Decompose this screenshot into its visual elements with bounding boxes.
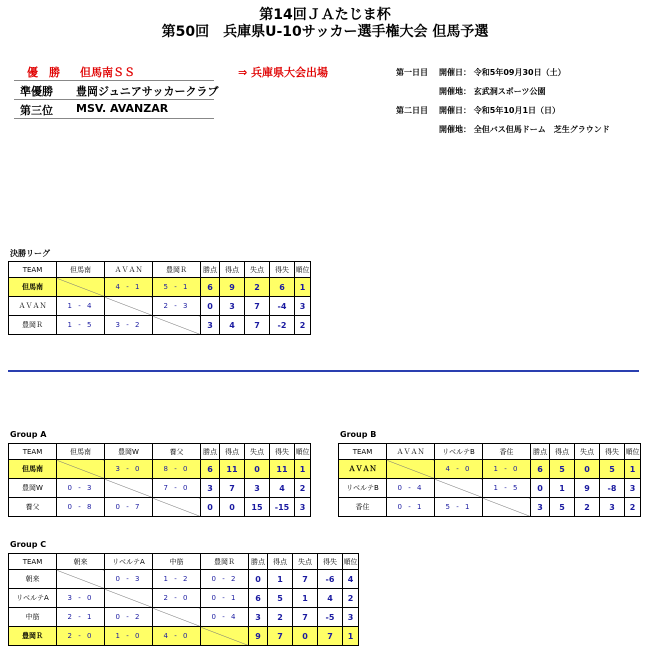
stat-goals-for: 7 [220,479,245,498]
table-row [9,278,311,297]
self-match-cell [57,570,105,589]
stat-goals-for: 5 [550,460,575,479]
stat-points: 9 [249,627,268,646]
col-header: 順位 [295,262,311,278]
match-score: 0 - 2 [201,570,249,589]
day2-label: 第二日目 [396,106,428,115]
self-match-cell [435,479,483,498]
col-header: 勝点 [201,444,220,460]
stat-rank: 2 [625,498,641,517]
match-score: 3 - 0 [105,460,153,479]
col-header: 養父 [153,444,201,460]
col-header: 失点 [245,444,270,460]
stat-points: 6 [249,589,268,608]
group-c-title: Group C [10,540,47,549]
stat-goals-for: 1 [550,479,575,498]
col-header: 得失 [270,262,295,278]
stat-goals-for: 7 [268,627,293,646]
match-score: 7 - 0 [153,479,201,498]
col-header: リベルテA [105,554,153,570]
self-match-cell [201,627,249,646]
self-match-cell [57,278,105,297]
stat-goals-against: 0 [245,460,270,479]
col-header: 勝点 [249,554,268,570]
col-header: 豊岡W [105,444,153,460]
stat-points: 3 [201,316,220,335]
team-name: ＡＶＡＮ [9,297,57,316]
stat-goal-diff: 6 [270,278,295,297]
col-header: 失点 [575,444,600,460]
team-name: リベルテA [9,589,57,608]
table-row [9,316,311,335]
stat-goals-against: 3 [245,479,270,498]
match-score: 2 - 3 [153,297,201,316]
match-score: 0 - 3 [105,570,153,589]
table-row [9,570,359,589]
match-score: 2 - 0 [153,589,201,608]
team-name: 豊岡Ｒ [9,316,57,335]
self-match-cell [387,460,435,479]
col-header: リベルテB [435,444,483,460]
match-score: 5 - 1 [435,498,483,517]
match-score: 0 - 2 [105,608,153,627]
winner-team: 但馬南ＳＳ [80,66,135,79]
stat-goal-diff: 4 [270,479,295,498]
group-b-title: Group B [340,430,377,439]
stat-rank: 3 [625,479,641,498]
self-match-cell [153,316,201,335]
self-match-cell [483,498,531,517]
stat-goal-diff: 7 [318,627,343,646]
table-row [9,297,311,316]
stat-rank: 2 [343,589,359,608]
stat-goals-against: 0 [575,460,600,479]
match-score: 1 - 5 [483,479,531,498]
day1-label: 第一日目 [396,68,428,77]
day1-venue: 開催地： 玄武洞スポーツ公園 [439,87,546,96]
team-name: 但馬南 [9,278,57,297]
stat-goal-diff: 3 [600,498,625,517]
col-header: 中筋 [153,554,201,570]
final-league-title: 決勝リーグ [10,249,50,258]
col-header: TEAM [9,554,57,570]
stat-points: 6 [201,460,220,479]
stat-goals-for: 0 [220,498,245,517]
stat-goal-diff: -15 [270,498,295,517]
stat-goal-diff: -6 [318,570,343,589]
match-score: 3 - 0 [57,589,105,608]
stat-points: 6 [531,460,550,479]
stat-rank: 1 [343,627,359,646]
team-name: 但馬南 [9,460,57,479]
table-row [339,460,641,479]
col-header: TEAM [9,262,57,278]
table-row [9,627,359,646]
result-divider [14,80,214,81]
match-score: 3 - 2 [105,316,153,335]
table-row [9,589,359,608]
stat-goals-for: 2 [268,608,293,627]
col-header: 得点 [550,444,575,460]
stat-goals-against: 0 [293,627,318,646]
col-header: 豊岡Ｒ [201,554,249,570]
col-header: 順位 [295,444,311,460]
col-header: ＡＶＡＮ [105,262,153,278]
match-score: 0 - 7 [105,498,153,517]
match-score: 5 - 1 [153,278,201,297]
team-name: 朝来 [9,570,57,589]
team-name: 香住 [339,498,387,517]
stat-goals-for: 9 [220,278,245,297]
col-header: 得点 [220,444,245,460]
stat-goal-diff: 11 [270,460,295,479]
stat-goal-diff: -2 [270,316,295,335]
group-a-title: Group A [10,430,47,439]
stat-goal-diff: -4 [270,297,295,316]
col-header: 順位 [343,554,359,570]
stat-rank: 3 [343,608,359,627]
stat-rank: 2 [295,479,311,498]
match-score: 0 - 4 [387,479,435,498]
stat-goals-against: 2 [245,278,270,297]
match-score: 0 - 1 [201,589,249,608]
stat-rank: 1 [625,460,641,479]
stat-goals-against: 7 [293,570,318,589]
result-divider [14,118,214,119]
col-header: 失点 [245,262,270,278]
team-name: 養父 [9,498,57,517]
stat-goals-against: 9 [575,479,600,498]
stat-points: 6 [201,278,220,297]
stat-points: 0 [201,297,220,316]
day2-venue: 開催地： 全但バス但馬ドーム 芝生グラウンド [439,125,610,134]
self-match-cell [57,460,105,479]
table-row [9,460,311,479]
col-header: ＡＶＡＮ [387,444,435,460]
stat-rank: 1 [295,460,311,479]
match-score: 2 - 1 [57,608,105,627]
team-name: 中筋 [9,608,57,627]
stat-goal-diff: 4 [318,589,343,608]
match-score: 0 - 3 [57,479,105,498]
match-score: 1 - 5 [57,316,105,335]
self-match-cell [105,589,153,608]
stat-points: 0 [249,570,268,589]
match-score: 4 - 0 [435,460,483,479]
team-name: ＡＶＡＮ [339,460,387,479]
col-header: 但馬南 [57,444,105,460]
third-label: 第三位 [20,104,53,117]
advance-note: ⇒ 兵庫県大会出場 [238,66,329,79]
col-header: 勝点 [531,444,550,460]
stat-goals-against: 15 [245,498,270,517]
page-subtitle: 第50回 兵庫県U-10サッカー選手権大会 但馬予選 [161,24,489,40]
col-header: 得失 [318,554,343,570]
winner-label: 優 勝 [27,66,60,79]
match-score: 4 - 0 [153,627,201,646]
match-score: 1 - 2 [153,570,201,589]
stat-rank: 4 [343,570,359,589]
col-header: 失点 [293,554,318,570]
page-title: 第14回ＪＡたじま杯 [259,7,391,23]
stat-goals-for: 3 [220,297,245,316]
stat-goals-against: 1 [293,589,318,608]
team-name: 豊岡W [9,479,57,498]
stat-rank: 3 [295,498,311,517]
stat-goal-diff: -5 [318,608,343,627]
self-match-cell [153,498,201,517]
col-header: 但馬南 [57,262,105,278]
stat-goals-for: 5 [550,498,575,517]
final-league-table [8,261,311,335]
table-row [9,479,311,498]
group-a-table [8,443,311,517]
runner-label: 準優勝 [20,85,53,98]
stat-goals-against: 7 [293,608,318,627]
col-header: 香住 [483,444,531,460]
team-name: 豊岡Ｒ [9,627,57,646]
table-row [339,479,641,498]
stat-goals-for: 11 [220,460,245,479]
team-name: リベルテB [339,479,387,498]
col-header: TEAM [339,444,387,460]
col-header: 朝来 [57,554,105,570]
match-score: 4 - 1 [105,278,153,297]
match-score: 1 - 4 [57,297,105,316]
stat-goals-for: 1 [268,570,293,589]
stat-rank: 1 [295,278,311,297]
match-score: 1 - 0 [105,627,153,646]
stat-goals-for: 4 [220,316,245,335]
col-header: 得失 [270,444,295,460]
self-match-cell [105,297,153,316]
self-match-cell [105,479,153,498]
table-row [339,498,641,517]
col-header: 得点 [220,262,245,278]
stat-rank: 2 [295,316,311,335]
col-header: 勝点 [201,262,220,278]
stat-goals-for: 5 [268,589,293,608]
result-divider [14,99,214,100]
col-header: 得点 [268,554,293,570]
stat-points: 3 [201,479,220,498]
match-score: 0 - 4 [201,608,249,627]
stat-points: 3 [249,608,268,627]
group-b-table [338,443,641,517]
stat-goals-against: 7 [245,297,270,316]
match-score: 0 - 1 [387,498,435,517]
stat-points: 0 [201,498,220,517]
table-row [9,498,311,517]
col-header: 豊岡Ｒ [153,262,201,278]
day2-date: 開催日： 令和5年10月1日（日） [439,106,561,115]
col-header: 得失 [600,444,625,460]
table-row [9,608,359,627]
third-team: MSV. AVANZAR [76,102,169,115]
stat-goal-diff: 5 [600,460,625,479]
stat-goals-against: 7 [245,316,270,335]
section-divider [8,370,639,372]
stat-goals-against: 2 [575,498,600,517]
self-match-cell [153,608,201,627]
runner-team: 豊岡ジュニアサッカークラブ [76,85,219,98]
match-score: 0 - 8 [57,498,105,517]
group-c-table [8,553,359,646]
stat-goal-diff: -8 [600,479,625,498]
stat-points: 3 [531,498,550,517]
match-score: 2 - 0 [57,627,105,646]
match-score: 1 - 0 [483,460,531,479]
stat-points: 0 [531,479,550,498]
stat-rank: 3 [295,297,311,316]
col-header: 順位 [625,444,641,460]
col-header: TEAM [9,444,57,460]
match-score: 8 - 0 [153,460,201,479]
day1-date: 開催日： 令和5年09月30日（土） [439,68,566,77]
